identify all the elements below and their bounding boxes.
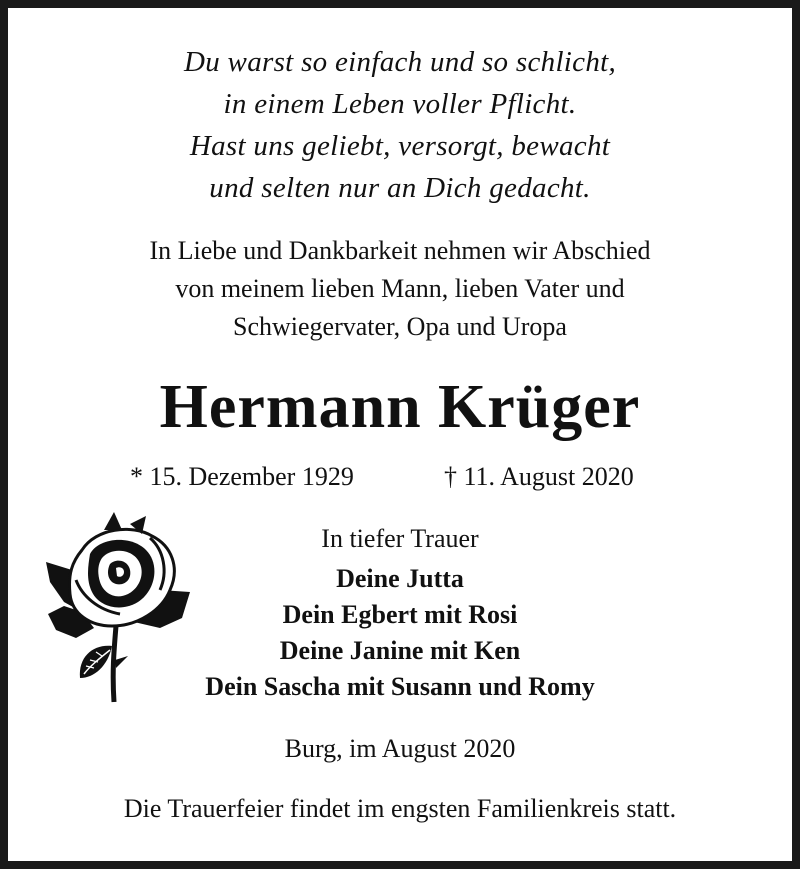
deceased-name: Hermann Krüger [159, 373, 641, 441]
death-date: † 11. August 2020 [444, 462, 634, 491]
poem-line-4: und selten nur an Dich gedacht. [209, 172, 591, 204]
mourner-3: Deine Janine mit Ken [279, 636, 521, 665]
mourner-2: Dein Egbert mit Rosi [282, 600, 518, 629]
poem-line-1: Du warst so einfach und so schlicht, [183, 46, 617, 78]
poem-line-2: in einem Leben voller Pflicht. [223, 88, 577, 120]
intro-line-3: Schwiegervater, Opa und Uropa [233, 312, 567, 341]
poem-line-3: Hast uns geliebt, versorgt, bewacht [189, 130, 611, 162]
mourner-4: Dein Sascha mit Susann und Romy [205, 672, 595, 701]
mourner-1: Deine Jutta [336, 564, 464, 593]
life-dates [8, 462, 792, 496]
funeral-note: Die Trauerfeier findet im engsten Familienkreis statt. [123, 794, 677, 823]
intro-line-1: In Liebe und Dankbarkeit nehmen wir Abschied [149, 236, 651, 265]
place-date: Burg, im August 2020 [284, 734, 516, 763]
mourners-heading: In tiefer Trauer [321, 524, 479, 553]
birth-date: * 15. Dezember 1929 [130, 462, 354, 491]
intro-line-2: von meinem lieben Mann, lieben Vater und [175, 274, 625, 303]
